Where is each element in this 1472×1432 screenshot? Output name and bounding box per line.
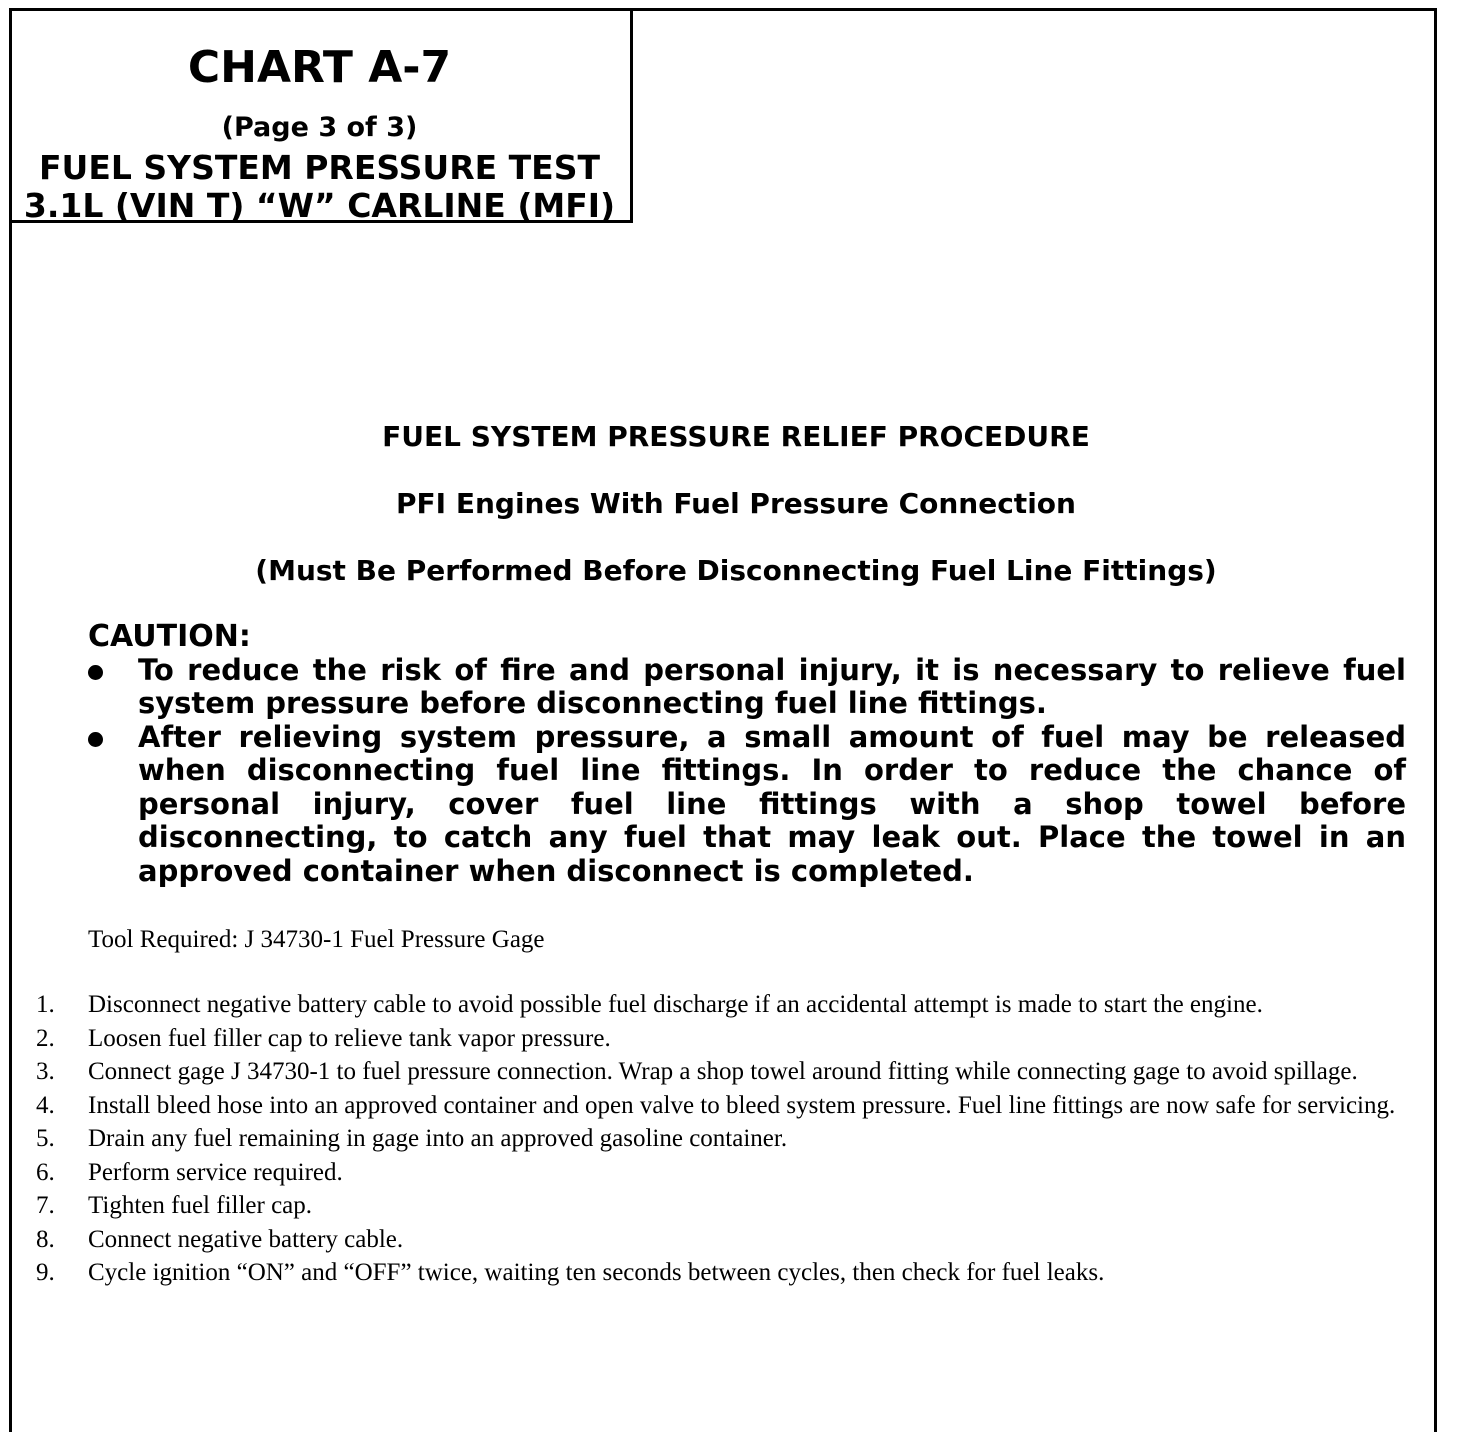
step-text: Loosen fuel filler cap to relieve tank vapor pressure. <box>88 1024 611 1052</box>
step-number: 5. <box>36 1125 55 1152</box>
caution-label: CAUTION: <box>88 619 251 654</box>
step-number: 8. <box>36 1225 55 1253</box>
bullet-icon <box>88 732 103 747</box>
step-text: Perform service required. <box>88 1158 343 1186</box>
step-item <box>36 1122 1406 1156</box>
step-text: Disconnect negative battery cable to avoid possible fuel discharge if an accidental attempt is made to start the engine. <box>88 991 1263 1018</box>
step-number: 7. <box>36 1192 55 1219</box>
step-text: Drain any fuel remaining in gage into an approved gasoline container. <box>88 1125 788 1152</box>
step-item <box>36 1022 1406 1056</box>
step-item <box>36 1089 1406 1123</box>
step-number: 1. <box>36 991 55 1018</box>
step-text: Install bleed hose into an approved container and open valve to bleed system pressure. Fuel line fittings are now safe for servicing. <box>88 1091 1396 1119</box>
procedure-note: (Must Be Performed Before Disconnecting Fuel Line Fittings) <box>255 554 1217 587</box>
step-item <box>36 1055 1406 1089</box>
step-number: 6. <box>36 1158 55 1186</box>
step-item <box>36 1189 1406 1223</box>
step-number: 4. <box>36 1091 55 1119</box>
step-text: Connect negative battery cable. <box>88 1225 404 1253</box>
step-text: Cycle ignition “ON” and “OFF” twice, waiting ten seconds between cycles, then check for fuel leaks. <box>88 1259 1105 1286</box>
caution-item <box>88 721 1406 889</box>
step-number: 2. <box>36 1024 55 1052</box>
step-text: Connect gage J 34730-1 to fuel pressure connection. Wrap a shop towel around fitting while connecting gage to avoid spillage. <box>88 1058 1358 1085</box>
caution-item <box>88 654 1406 721</box>
step-item <box>36 1156 1406 1190</box>
chart-header-box <box>9 10 633 223</box>
bullet-icon <box>88 665 103 680</box>
step-item <box>36 988 1406 1022</box>
step-text: Tighten fuel filler cap. <box>88 1192 313 1219</box>
tool-required: Tool Required: J 34730-1 Fuel Pressure Gage <box>88 926 545 953</box>
vehicle-spec: 3.1L (VIN T) “W” CARLINE (MFI) <box>23 186 616 225</box>
step-item <box>36 1256 1406 1290</box>
procedure-steps <box>36 988 1406 1290</box>
page-indicator: (Page 3 of 3) <box>221 112 418 143</box>
step-number: 3. <box>36 1058 55 1085</box>
step-number: 9. <box>36 1259 55 1286</box>
step-item <box>36 1223 1406 1257</box>
procedure-subtitle: PFI Engines With Fuel Pressure Connection <box>396 487 1076 520</box>
chart-title: CHART A-7 <box>187 42 452 93</box>
caution-section <box>88 620 1406 888</box>
procedure-title: FUEL SYSTEM PRESSURE RELIEF PROCEDURE <box>382 420 1090 453</box>
test-name: FUEL SYSTEM PRESSURE TEST <box>39 148 600 187</box>
caution-text: To reduce the risk of fire and personal injury, it is necessary to relieve fuel system pressure before disconnecting fuel line fittings. <box>138 652 1406 720</box>
caution-text: After relieving system pressure, a small amount of fuel may be released when disconnecting fuel line fittings. In order to reduce the chance of personal injury, cover fuel line fittings with a shop towel before disconnecting, to catch any fuel that may leak out. Place the towel in an approved container when disconnect is completed. <box>138 719 1406 888</box>
